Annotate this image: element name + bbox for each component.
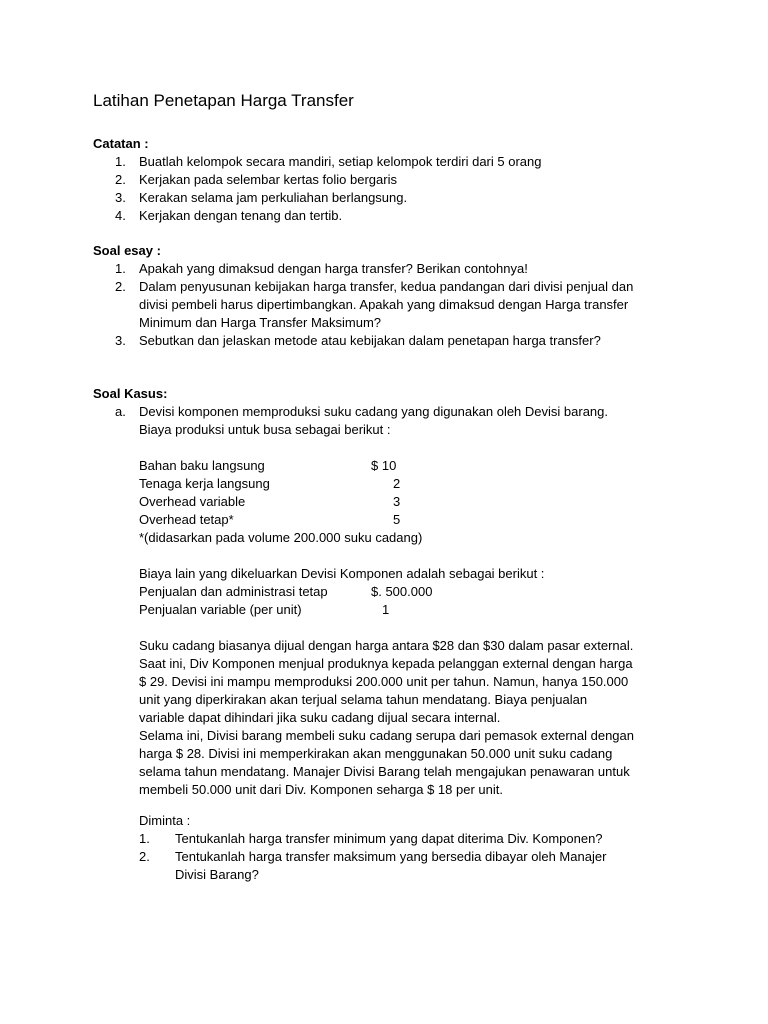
case-heading: Soal Kasus: (93, 386, 168, 401)
list-item (93, 830, 606, 848)
table-row (139, 457, 699, 475)
paragraph-line: membeli 50.000 unit dari Div. Komponen seharga $ 18 per unit. (139, 782, 503, 797)
list-item (93, 207, 541, 225)
list-item (93, 332, 633, 350)
footnote: *(didasarkan pada volume 200.000 suku cadang) (139, 530, 423, 545)
cost-label: Penjualan variable (per unit) (139, 602, 302, 617)
item-text: Sebutkan dan jelaskan metode atau kebijakan dalam penetapan harga transfer? (139, 333, 601, 348)
item-text: Minimum dan Harga Transfer Maksimum? (139, 315, 382, 330)
case-marker: a. (115, 404, 126, 419)
cost-label: Penjualan dan administrasi tetap (139, 584, 328, 599)
item-text: divisi pembeli harus dipertimbangkan. Apakah yang dimaksud dengan Harga transfer (139, 297, 629, 312)
item-text: Kerjakan dengan tenang dan tertib. (139, 208, 343, 223)
item-number: 3. (115, 190, 126, 205)
item-text: Kerakan selama jam perkuliahan berlangsung. (139, 190, 408, 205)
item-number: 4. (115, 208, 126, 223)
essay-heading: Soal esay : (93, 243, 161, 258)
item-text: Apakah yang dimaksud dengan harga transfer? Berikan contohnya! (139, 261, 528, 276)
table-row (139, 475, 699, 493)
item-number: 1. (115, 261, 126, 276)
case-body (139, 403, 699, 817)
other-costs-intro: Biaya lain yang dikeluarkan Devisi Komponen adalah sebagai berikut : (139, 566, 545, 581)
paragraph-line: selama tahun mendatang. Manajer Divisi Barang telah mengajukan penawaran untuk (139, 764, 630, 779)
cost-table (139, 457, 699, 529)
requested-heading: Diminta : (139, 813, 191, 828)
notes-list (93, 153, 541, 225)
cost-value: 1 (382, 602, 390, 617)
item-number: 2. (115, 172, 126, 187)
item-number: 3. (115, 333, 126, 348)
essay-section (93, 242, 633, 350)
list-item (93, 278, 633, 332)
item-number: 1. (139, 831, 150, 846)
item-text: Tentukanlah harga transfer minimum yang dapat diterima Div. Komponen? (175, 831, 603, 846)
cost-value: 2 (393, 476, 401, 491)
list-item (93, 171, 541, 189)
paragraph-line: harga $ 28. Divisi ini memperkirakan akan menggunakan 50.000 unit suku cadang (139, 746, 613, 761)
requested-list (93, 830, 606, 884)
item-text: Tentukanlah harga transfer maksimum yang bersedia dibayar oleh Manajer (175, 849, 607, 864)
essay-list (93, 260, 633, 350)
page-title: Latihan Penetapan Harga Transfer (93, 91, 354, 110)
item-text: Kerjakan pada selembar kertas folio bergaris (139, 172, 397, 187)
case-intro-line: Biaya produksi untuk busa sebagai berikut : (139, 422, 391, 437)
paragraph-line: $ 29. Devisi ini mampu memproduksi 200.000 unit per tahun. Namun, hanya 150.000 (139, 674, 629, 689)
cost-label: Tenaga kerja langsung (139, 476, 270, 491)
item-text: Dalam penyusunan kebijakan harga transfer, kedua pandangan dari divisi penjual dan (139, 279, 634, 294)
item-text: Buatlah kelompok secara mandiri, setiap kelompok terdiri dari 5 orang (139, 154, 542, 169)
other-cost-table (139, 583, 699, 619)
paragraph-line: unit yang diperkirakan akan terjual selama tahun mendatang. Biaya penjualan (139, 692, 588, 707)
case-paragraph (139, 637, 699, 799)
cost-label: Overhead tetap* (139, 512, 234, 527)
paragraph-line: Saat ini, Div Komponen menjual produknya kepada pelanggan external dengan harga (139, 656, 633, 671)
cost-value: $. 500.000 (371, 584, 433, 599)
table-row (139, 493, 699, 511)
item-number: 2. (115, 279, 126, 294)
list-item (93, 848, 606, 884)
cost-value: 3 (393, 494, 401, 509)
table-row (139, 583, 699, 601)
list-item (93, 153, 541, 171)
table-row (139, 511, 699, 529)
notes-section (93, 135, 541, 225)
item-number: 2. (139, 849, 150, 864)
paragraph-line: Suku cadang biasanya dijual dengan harga antara $28 dan $30 dalam pasar external. (139, 638, 634, 653)
item-text: Divisi Barang? (175, 867, 259, 882)
paragraph-line: variable dapat dihindari jika suku cadang dijual secara internal. (139, 710, 501, 725)
cost-value: 5 (393, 512, 401, 527)
list-item (93, 189, 541, 207)
cost-label: Overhead variable (139, 494, 246, 509)
cost-label: Bahan baku langsung (139, 458, 265, 473)
table-row (139, 601, 699, 619)
requested-section (93, 812, 606, 884)
notes-heading: Catatan : (93, 136, 149, 151)
list-item (93, 260, 633, 278)
item-number: 1. (115, 154, 126, 169)
paragraph-line: Selama ini, Divisi barang membeli suku cadang serupa dari pemasok external dengan (139, 728, 634, 743)
case-intro-line: Devisi komponen memproduksi suku cadang yang digunakan oleh Devisi barang. (139, 404, 608, 419)
cost-value: $ 10 (371, 458, 397, 473)
